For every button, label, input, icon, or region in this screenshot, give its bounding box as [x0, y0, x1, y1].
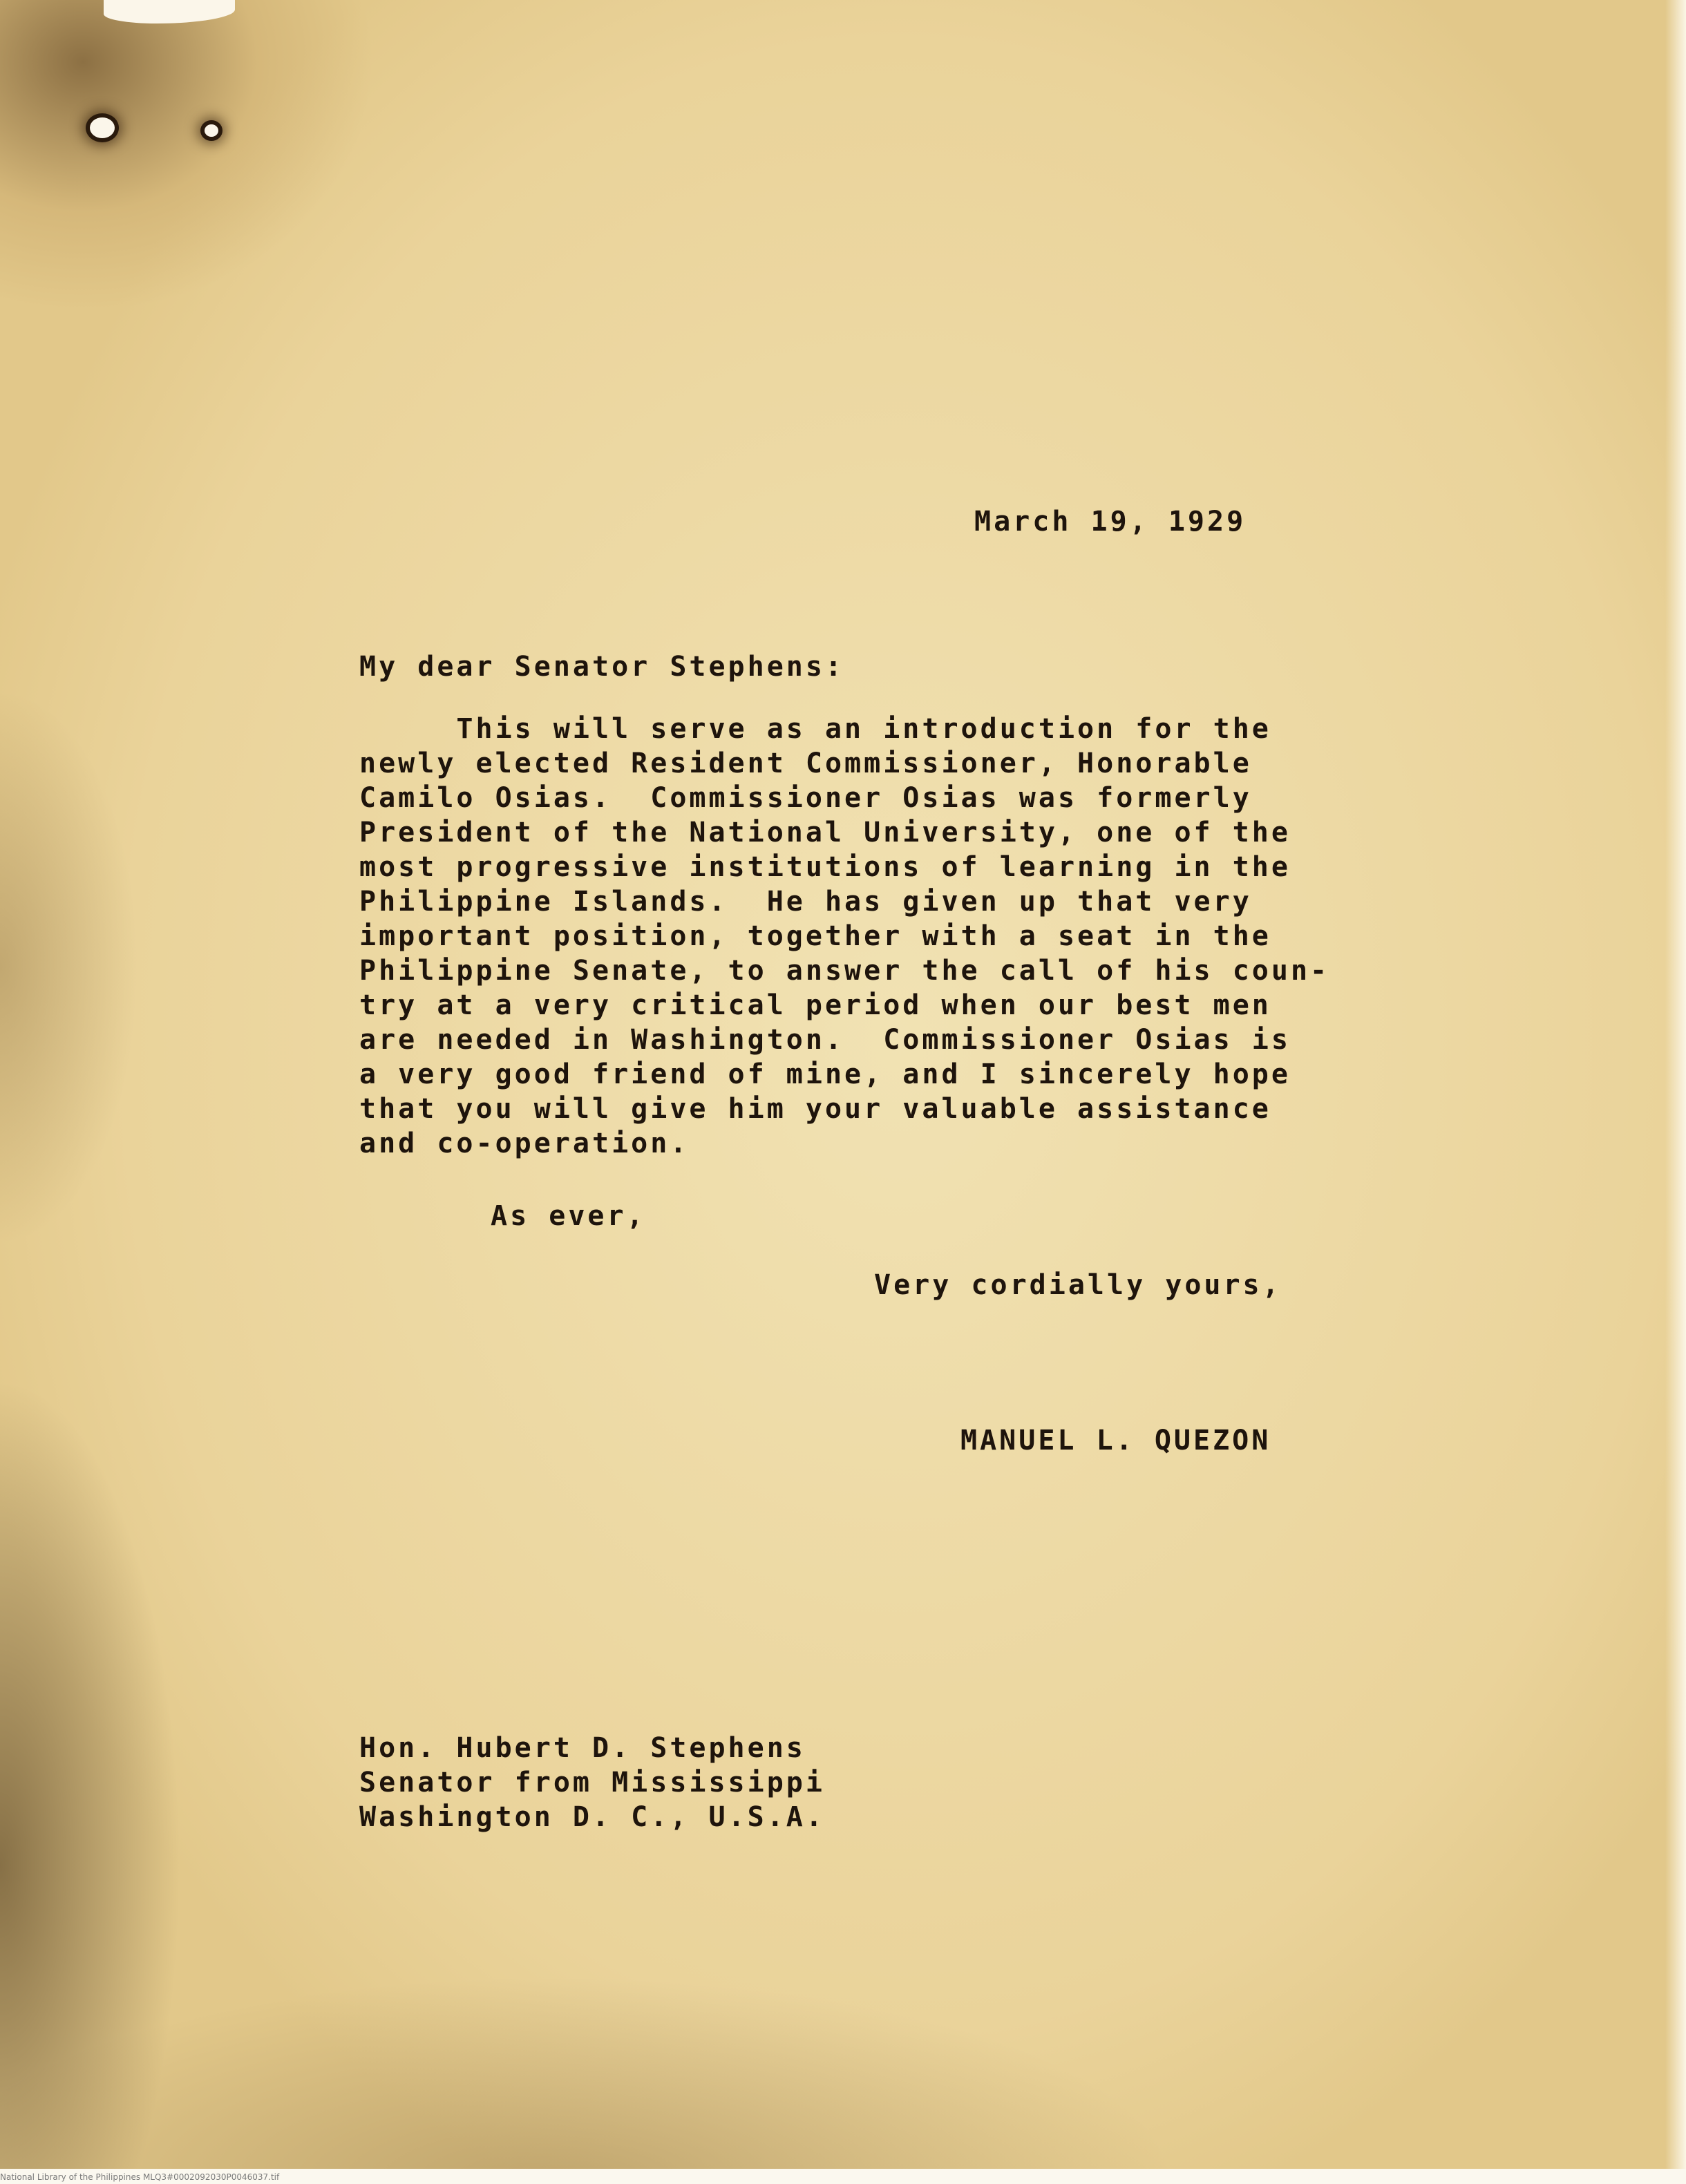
- body-line: that you will give him your valuable assistance: [359, 1093, 1271, 1125]
- body-line: Philippine Senate, to answer the call of his coun-: [359, 955, 1330, 987]
- body-line: and co-operation.: [359, 1128, 690, 1159]
- burn-hole-left: [90, 117, 115, 138]
- body-line: newly elected Resident Commissioner, Honorable: [359, 748, 1252, 779]
- address-line: Senator from Mississippi: [359, 1767, 825, 1798]
- torn-corner: [104, 0, 235, 23]
- body-line: Camilo Osias. Commissioner Osias was formerly: [359, 782, 1252, 814]
- address-line: Hon. Hubert D. Stephens: [359, 1732, 806, 1764]
- address-line: Washington D. C., U.S.A.: [359, 1801, 825, 1833]
- body-line: are needed in Washington. Commissioner Osias is: [359, 1024, 1291, 1056]
- body-line: most progressive institutions of learning in the: [359, 851, 1291, 883]
- body-line: This will serve as an introduction for the: [359, 713, 1271, 745]
- burn-hole-right: [205, 124, 218, 137]
- archive-stamp: National Library of the Philippines MLQ3#0002092030P0046037.tif: [0, 2172, 280, 2182]
- salutation: My dear Senator Stephens:: [359, 651, 845, 683]
- body-line: try at a very critical period when our best men: [359, 989, 1271, 1021]
- valediction: Very cordially yours,: [874, 1269, 1282, 1301]
- body-line: Philippine Islands. He has given up that very: [359, 886, 1252, 918]
- body-line: President of the National University, one of the: [359, 817, 1291, 848]
- body-line: a very good friend of mine, and I sincerely hope: [359, 1058, 1291, 1090]
- signature-name: MANUEL L. QUEZON: [960, 1425, 1271, 1456]
- closing: As ever,: [491, 1200, 646, 1232]
- letter-date: March 19, 1929: [974, 506, 1247, 538]
- body-line: important position, together with a seat in the: [359, 920, 1271, 952]
- scan-edge-right: [1665, 0, 1686, 2184]
